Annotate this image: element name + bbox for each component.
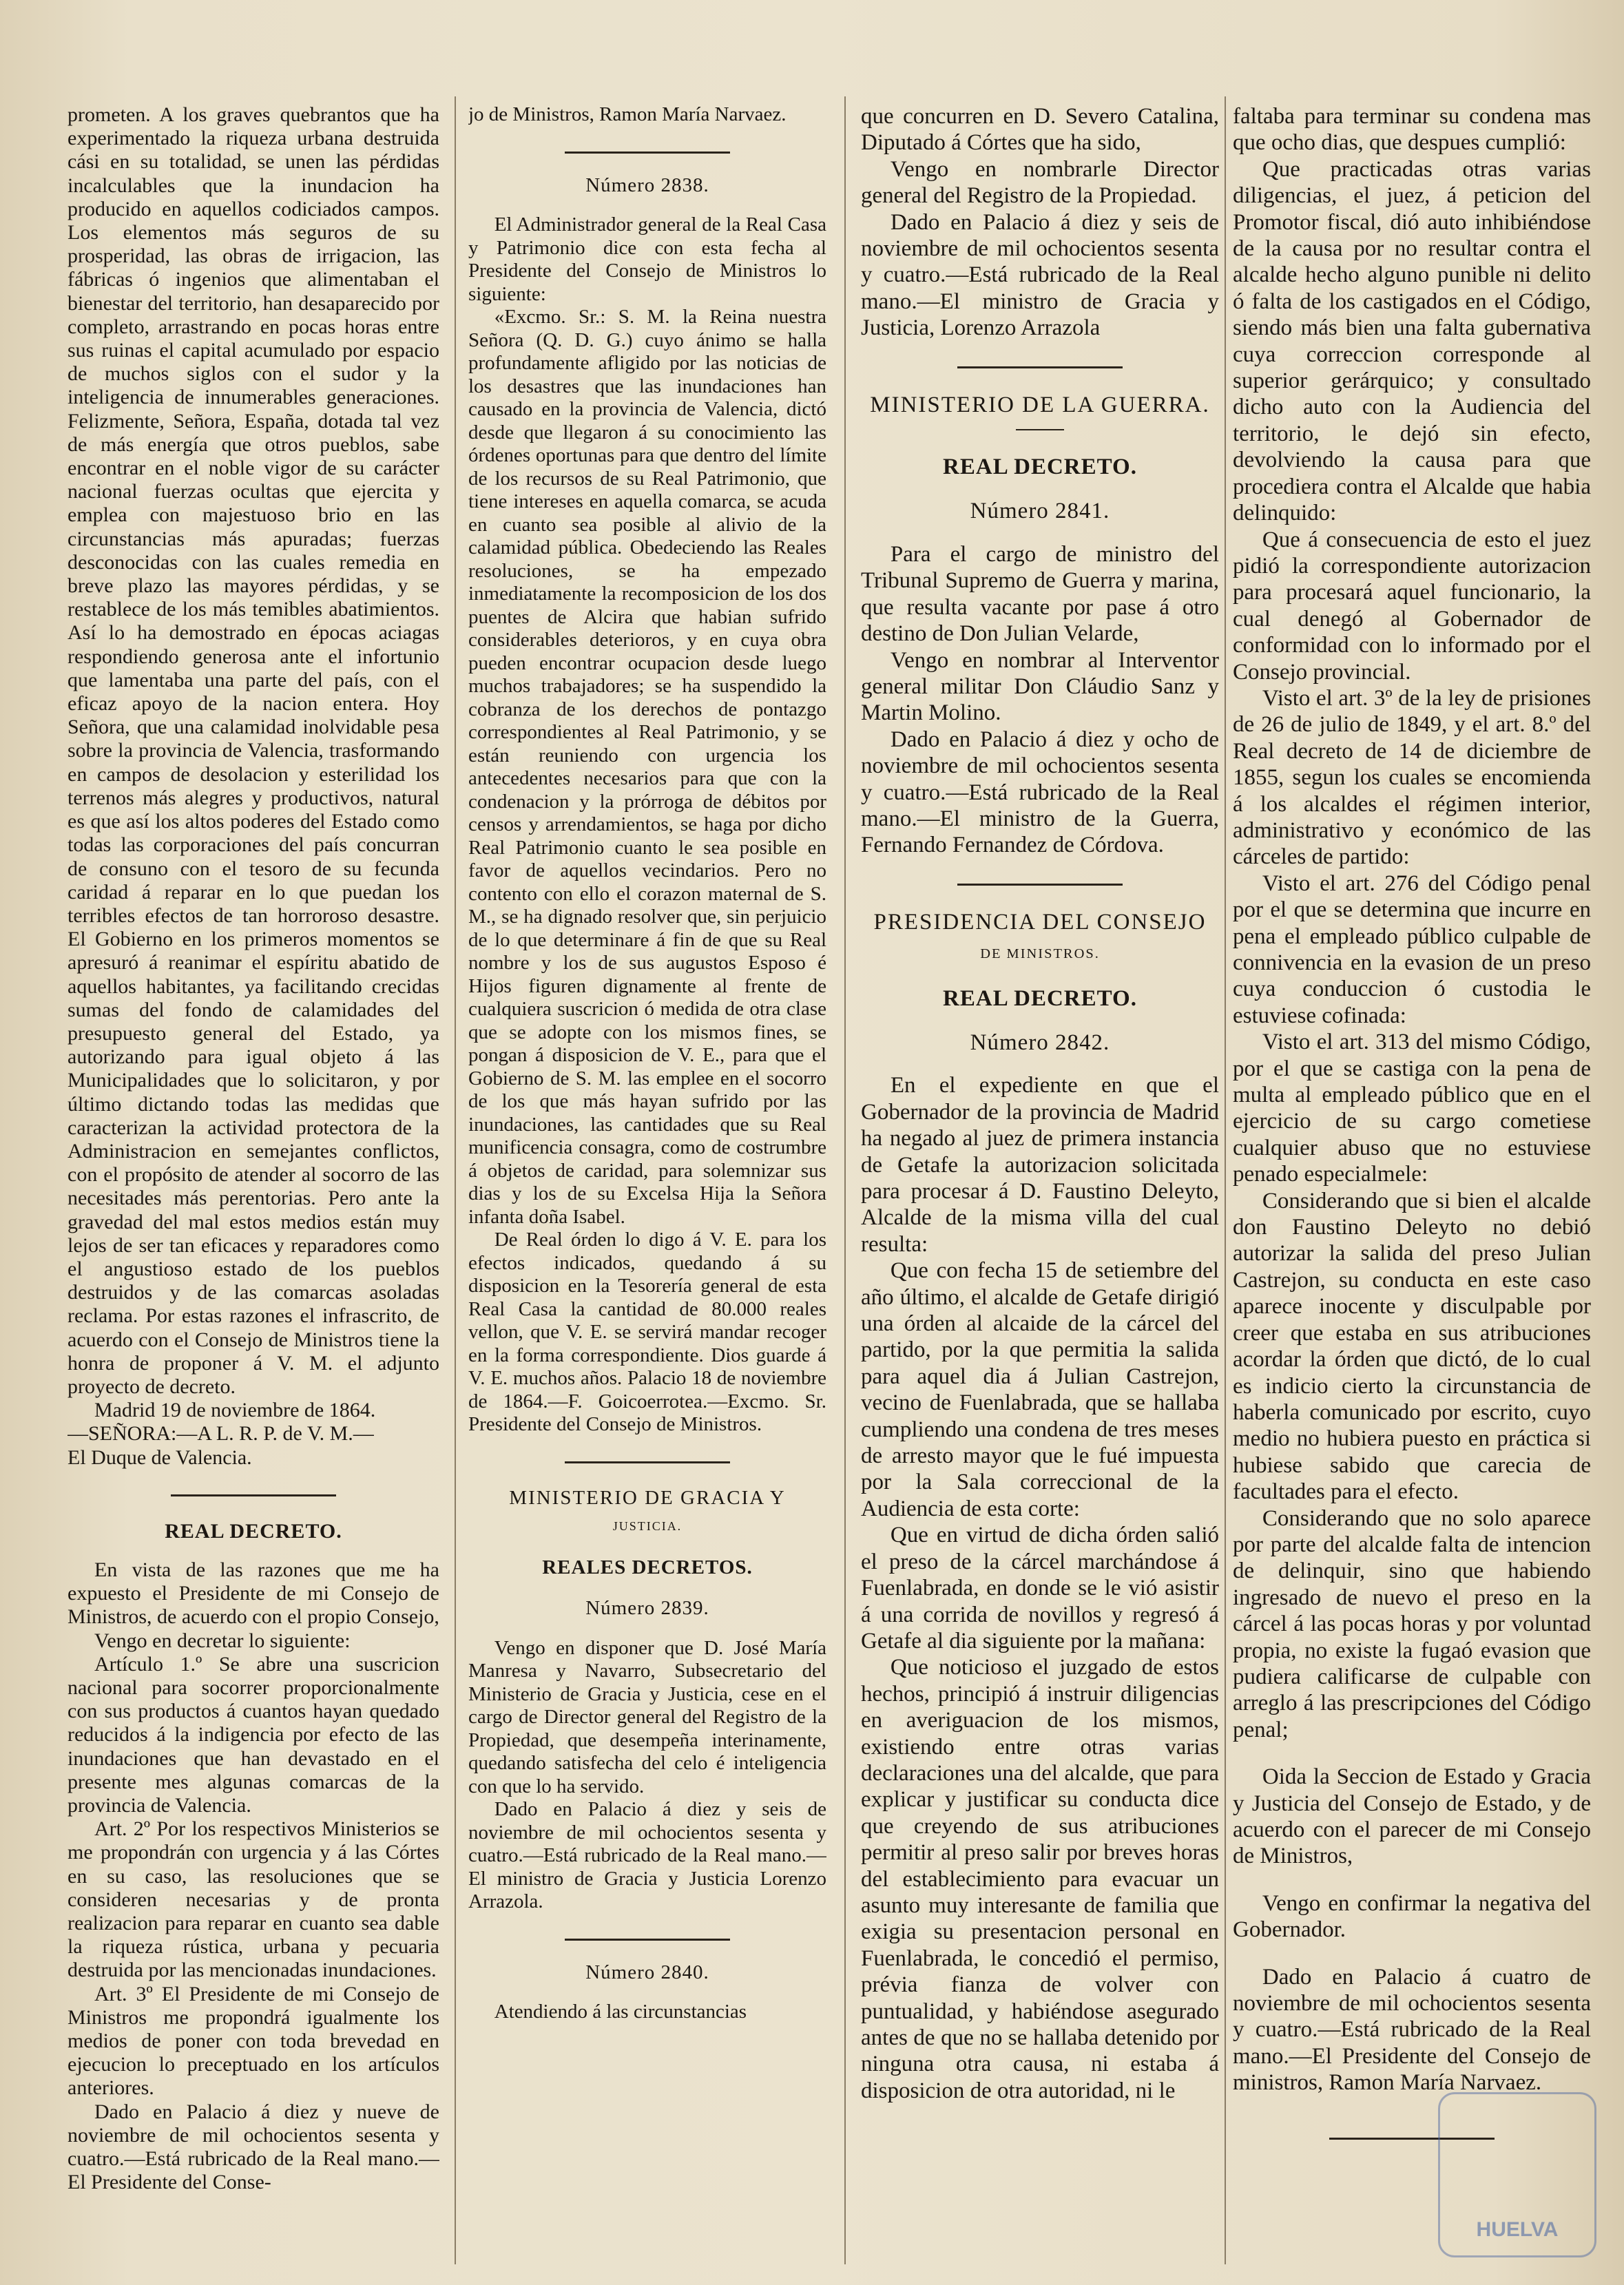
decree-paragraph: Para el cargo de ministro del Tribunal Supremo de Guerra y marina, que resulta vacante por pase á otro destino de Don Julian Velarde,	[861, 541, 1219, 647]
decree-paragraph: Atendiendo á las circunstancias	[494, 2001, 747, 2023]
column-3	[861, 103, 1219, 2266]
decree-closing: Dado en Palacio á diez y seis de noviembre de mil ochocientos sesenta y cuatro.—Está rubricado de la Real mano.—El ministro de Gracia y Justicia, Lorenzo Arrazola	[861, 209, 1219, 341]
ministry-heading: MINISTERIO DE GRACIA Y	[509, 1486, 786, 1509]
decree-number: Número 2842.	[970, 1030, 1110, 1055]
exposicion-salutation: —SEÑORA:—A L. R. P. de V. M.—	[67, 1422, 374, 1446]
decree-article: Artículo 1.º Se abre una suscricion nacional para socorrer proporcionalmente con sus productos á cuantos hayan quedado reducidos á la indigencia por efecto de las inundaciones que han devastado en el presente mes algunas comarcas de la provincia de Valencia.	[67, 1652, 439, 1817]
ministry-heading: MINISTERIO DE LA GUERRA.	[870, 392, 1210, 417]
decree-paragraph: Que noticioso el juzgado de estos hechos, principió á instruir diligencias en averiguacion de los mismos, existiendo entre otras varias declaraciones una del alcalde, que para explicar y justificar su conducta dice que creyendo de sus atribuciones permitir al preso salir por breves horas del establecimiento para evacuar un asunto muy interesante de familia que exigia su presentacion personal en Fuenlabrada, le concedió el permiso, prévia fianza de volver con puntualidad, y habiéndose asegurado antes de que no se hallaba detenido por ninguna otra causa, ni estaba á disposicion de otra autoridad, ni le	[861, 1655, 1219, 2103]
decree-paragraph: Oida la Seccion de Estado y Gracia y Justicia del Consejo de Estado, y de acuerdo con el parecer de mi Consejo de Ministros,	[1233, 1764, 1591, 1869]
column-4	[1233, 103, 1591, 2266]
decree-paragraph: Visto el art. 3º de la ley de prisiones de 26 de julio de 1849, y el art. 8.º del Real decreto de 14 de diciembre de 1855, segun los cuales se encomienda á los alcaldes el régimen interior, administrativo y económico de las cárceles de partido:	[1233, 685, 1591, 870]
decree-closing: Dado en Palacio á diez y seis de noviembre de mil ochocientos sesenta y cuatro.—Está rubricado de la Real mano.—El ministro de Gracia y Justicia Lorenzo Arrazola.	[468, 1798, 826, 1912]
decree-paragraph: Vengo en nombrar al Interventor general militar Don Cláudio Sanz y Martin Molino.	[861, 647, 1219, 726]
exposicion-signature: El Duque de Valencia.	[67, 1446, 252, 1469]
decree-paragraph: En el expediente en que el Gobernador de la provincia de Madrid ha negado al juez de primera instancia de Getafe la autorizacion solicitada para procesar á D. Faustino Deleyto, Alcalde de la misma villa del cual resulta:	[861, 1073, 1219, 1257]
decree-paragraph: Vengo en confirmar la negativa del Gobernador.	[1233, 1890, 1591, 1943]
ministry-heading-sub: JUSTICIA.	[612, 1519, 683, 1533]
decree-closing: Dado en Palacio á diez y nueve de noviembre de mil ochocientos sesenta y cuatro.—Está rubricado de la Real mano.—El Presidente del Conse-	[67, 2100, 439, 2194]
section-divider	[565, 1461, 730, 1463]
ministry-heading: PRESIDENCIA DEL CONSEJO	[873, 909, 1207, 935]
decree-paragraph: Vengo en decretar lo siguiente:	[94, 1629, 351, 1652]
decree-paragraph: Vengo en nombrarle Director general del Registro de la Propiedad.	[861, 156, 1219, 209]
section-subheading: REALES DECRETOS.	[542, 1556, 753, 1578]
decree-number: Número 2839.	[585, 1597, 709, 1619]
decree-paragraph: Considerando que si bien el alcalde don Faustino Deleyto no debió autorizar la salida del preso Julian Castrejon, su conducta en este caso aparece inocente y disculpable por creer que estaba en sus atribuciones acordar la órden que dictó, de lo cual es indicio cierto la circunstancia de haberla comunicado por escrito, cuyo medio no hubiera puesto en práctica si hubiese sabido que carecia de facultades para el efecto.	[1233, 1188, 1591, 1505]
decree-paragraph: Considerando que no solo aparece por parte del alcalde falta de intencion de delinquir, sino que habiendo ingresado de nuevo el preso en la cárcel á las pocas horas y por voluntad propia, no existe la fugaó evasion que pudiera calificarse de culpable con arreglo á las prescripciones del Código penal;	[1233, 1505, 1591, 1742]
column-2	[468, 103, 826, 2266]
continued-text: faltaba para terminar su condena mas que ocho dias, que despues cumplió:	[1233, 104, 1591, 156]
column-rule	[455, 96, 456, 2264]
decree-paragraph: Que en virtud de dicha órden salió el preso de la cárcel marchándose á Fuenlabrada, en donde se le vió asistir á una corrida de novillos y regresó á Getafe al dia siguiente por la mañana:	[861, 1523, 1219, 1653]
decree-paragraph: Que con fecha 15 de setiembre del año último, el alcalde de Getafe dirigió una órden al alcaide de la cárcel del partido, por la que permitia la salida para aquel dia á Julian Castrejon, vecino de Fuenlabrada, que se hallaba cumpliendo una condena de tres meses de arresto mayor que le fué impuesta por la Sala correccional de la Audiencia de esta corte:	[861, 1258, 1219, 1521]
heading-underline	[1016, 429, 1064, 430]
decree-paragraph: Visto el art. 276 del Código penal por el que se determina que incurre en pena el empleado público culpable de connivencia en la evasion de un preso cuya conduccion ó custodia le estuviese cofinada:	[1233, 870, 1591, 1028]
decree-article: Art. 3º El Presidente de mi Consejo de Ministros me propondrá igualmente los medios de poner con toda brevedad en ejecucion lo preceptuado en los artículos anteriores.	[67, 1982, 439, 2100]
decree-paragraph: El Administrador general de la Real Casa y Patrimonio dice con esta fecha al Presidente del Consejo de Ministros lo siguiente:	[468, 213, 826, 305]
section-divider	[565, 1939, 730, 1941]
column-rule	[844, 96, 846, 2264]
section-subheading: REAL DECRETO.	[943, 985, 1137, 1011]
decree-number: Número 2840.	[585, 1961, 709, 1983]
decree-paragraph: Que á consecuencia de esto el juez pidió la correspondiente autorizacion para procesará aquel funcionario, la cual denegó al Gobernador de conformidad con lo informado por el Consejo provincial.	[1233, 527, 1591, 685]
section-subheading: REAL DECRETO.	[943, 455, 1137, 480]
decree-closing: Dado en Palacio á diez y ocho de noviembre de mil ochocientos sesenta y cuatro.—Está rubricado de la Real mano.—El ministro de la Guerra, Fernando Fernandez de Córdova.	[861, 727, 1219, 858]
exposicion-paragraph: prometen. A los graves quebrantos que ha experimentado la riqueza urbana destruida cási en su totalidad, se unen las pérdidas incalculables que la inundacion ha producido en aquellos codiciados campos. Los elementos más seguros de su prosperidad, las obras de irrigacion, las fábricas ó ingenios que alimentaban el bienestar del territorio, han desaparecido por completo, arrastrando en pocas horas entre sus ruinas el capital acumulado por espacio de muchos siglos con el sudor y la inteligencia de innumerables generaciones. Felizmente, Señora, España, dotada tal vez de más energía que otros pueblos, sabe encontrar en el noble vigor de su carácter nacional fuerzas ocultas que ejercita y emplea con majestuoso brio en las circunstancias más apuradas; fuerzas desconocidas con las cuales remedia en breve plazo las mayores pérdidas, y se restablece de los más temibles abatimientos. Así lo ha demostrado en épocas aciagas respondiendo generosa ante el infortunio que lamentaba una parte del país, con el eficaz apoyo de la nacion entera. Hoy Señora, que una calamidad inolvidable pesa sobre la provincia de Valencia, trasformando en campos de desolacion y esterilidad los terrenos más alegres y productivos, natural es que así los altos poderes del Estado como todas las corporaciones del país concurran de consuno con el tesoro de su fecunda caridad á reparar en lo que puedan los terribles efectos de tan horroroso desastre. El Gobierno en los primeros momentos se apresuró á reanimar el espíritu abatido de aquellos habitantes, ya facilitando crecidas sumas del fondo de calamidades del presupuesto general del Estado, ya autorizando para igual objeto á las Municipalidades que lo solicitaron, y por último dictando todas las medidas que caracterizan la actividad protectora de la Administracion en semejantes conflictos, con el propósito de atender al socorro de las necesitades más perentorias. Pero ante la gravedad del mal estos medios están muy lejos de ser tan eficaces y reparadores como el angustioso estado de los pueblos destruidos y de las comarcas asoladas reclama. Por estas razones el infrascrito, de acuerdo con el Consejo de Ministros tiene la honra de proponer á V. M. el adjunto proyecto de decreto.	[67, 103, 439, 1398]
decree-paragraph: «Excmo. Sr.: S. M. la Reina nuestra Señora (Q. D. G.) cuyo ánimo se halla profundamente afligido por las noticias de los desastres que las inundaciones han causado en la provincia de Valencia, dictó desde que llegaron á su conocimiento las órdenes oportunas para que dentro del límite de los recursos de su Real Patrimonio, que tiene intereses en aquella comarca, se acuda en cuanto sea posible al alivio de la calamidad pública. Obedeciendo las Reales resoluciones, se ha empezado inmediatamente la recomposicion de los dos puentes de Alcira que habian sufrido considerables deterioros, y en cuya obra pueden encontrar ocupacion desde luego muchos trabajadores; se ha suspendido la cobranza de los derechos de pontazgo correspondientes al Real Patrimonio, y se están reuniendo con urgencia los antecedentes necesarios para que con la condenacion y la prórroga de débitos por censos y arrendamientos, se haga por dicho Real Patrimonio cuanto le sea posible en favor de aquellos vecindarios. Pero no contento con ello el corazon maternal de S. M., se ha dignado resolver que, sin perjuicio de lo que determinare á fin de que su Real nombre y los de sus augustos Esposo é Hijos figuren dignamente al frente de cualquiera suscricion ó medida de otra clase que se adopte con los mismos fines, se pongan á disposicion de V. E., para que el Gobierno de S. M. las emplee en el socorro de los que más hayan sufrido por las inundaciones, las cantidades que su Real munificencia consagra, como de costrumbre á objetos de caridad, para solemnizar sus dias y los de su Excelsa Hija la Señora infanta doña Isabel.	[468, 306, 826, 1228]
column-rule	[1225, 96, 1226, 2264]
section-divider	[957, 366, 1123, 368]
section-heading: REAL DECRETO.	[165, 1519, 342, 1543]
exposicion-date: Madrid 19 de noviembre de 1864.	[94, 1399, 376, 1422]
decree-number: Número 2841.	[970, 499, 1110, 524]
continued-text: jo de Ministros, Ramon María Narvaez.	[468, 103, 787, 125]
decree-paragraph: De Real órden lo digo á V. E. para los efectos indicados, quedando á su disposicion en la Tesorería general de esta Real Casa la cantidad de 80.000 reales vellon, que V. E. se servirá mandar recoger en la forma correspondiente. Dios guarde á V. E. muchos años. Palacio 18 de noviembre de 1864.—F. Goicoerrotea.—Excmo. Sr. Presidente del Consejo de Ministros.	[468, 1229, 826, 1435]
continued-text: que concurren en D. Severo Catalina, Diputado á Córtes que ha sido,	[861, 104, 1219, 156]
decree-number: Número 2838.	[585, 174, 709, 196]
decree-paragraph: Que practicadas otras varias diligencias, el juez, á peticion del Promotor fiscal, dió auto inhibiéndose de la causa por no resultar contra el alcalde hecho alguno punible ni delito ó falta de los castigados en el Código, siendo más bien una falta gubernativa cuya correccion corresponde al superior gerárquico; y consultado dicho auto con la Audiencia del territorio, le dejó sin efecto, devolviendo la causa para que procediera contra el Alcalde que habia delinquido:	[1233, 156, 1591, 526]
column-1	[67, 103, 439, 2266]
decree-paragraph: Vengo en disponer que D. José María Manresa y Navarro, Subsecretario del Ministerio de Gracia y Justicia, cese en el cargo de Director general del Registro de la Propiedad, que desempeña interinamente, quedando satisfecha del celo é inteligencia con que lo ha servido.	[468, 1636, 826, 1797]
decree-paragraph: En vista de las razones que me ha expuesto el Presidente de mi Consejo de Ministros, de acuerdo con el propio Consejo,	[67, 1558, 439, 1629]
decree-article: Art. 2º Por los respectivos Ministerios se me propondrán con urgencia y á las Córtes en su caso, las resoluciones que se consideren necesarias y de pronta realizacion para reparar en cuanto sea dable la riqueza rústica, urbana y pecuaria destruida por las mencionadas inundaciones.	[67, 1817, 439, 1982]
section-divider	[957, 884, 1123, 886]
ministry-heading-sub: DE MINISTROS.	[980, 946, 1100, 962]
section-divider	[565, 152, 730, 154]
decree-paragraph: Visto el art. 313 del mismo Código, por el que se castiga con la pena de multa al empleado público que en el ejercicio de su cargo cometiese cualquier abuso que no estuviese penado especialmele:	[1233, 1030, 1591, 1187]
library-stamp: HUELVA	[1438, 2092, 1596, 2257]
section-divider	[171, 1494, 336, 1496]
decree-closing: Dado en Palacio á cuatro de noviembre de mil ochocientos sesenta y cuatro.—Está rubricado de la Real mano.—El Presidente del Consejo de ministros, Ramon María Narvaez.	[1233, 1964, 1591, 2096]
